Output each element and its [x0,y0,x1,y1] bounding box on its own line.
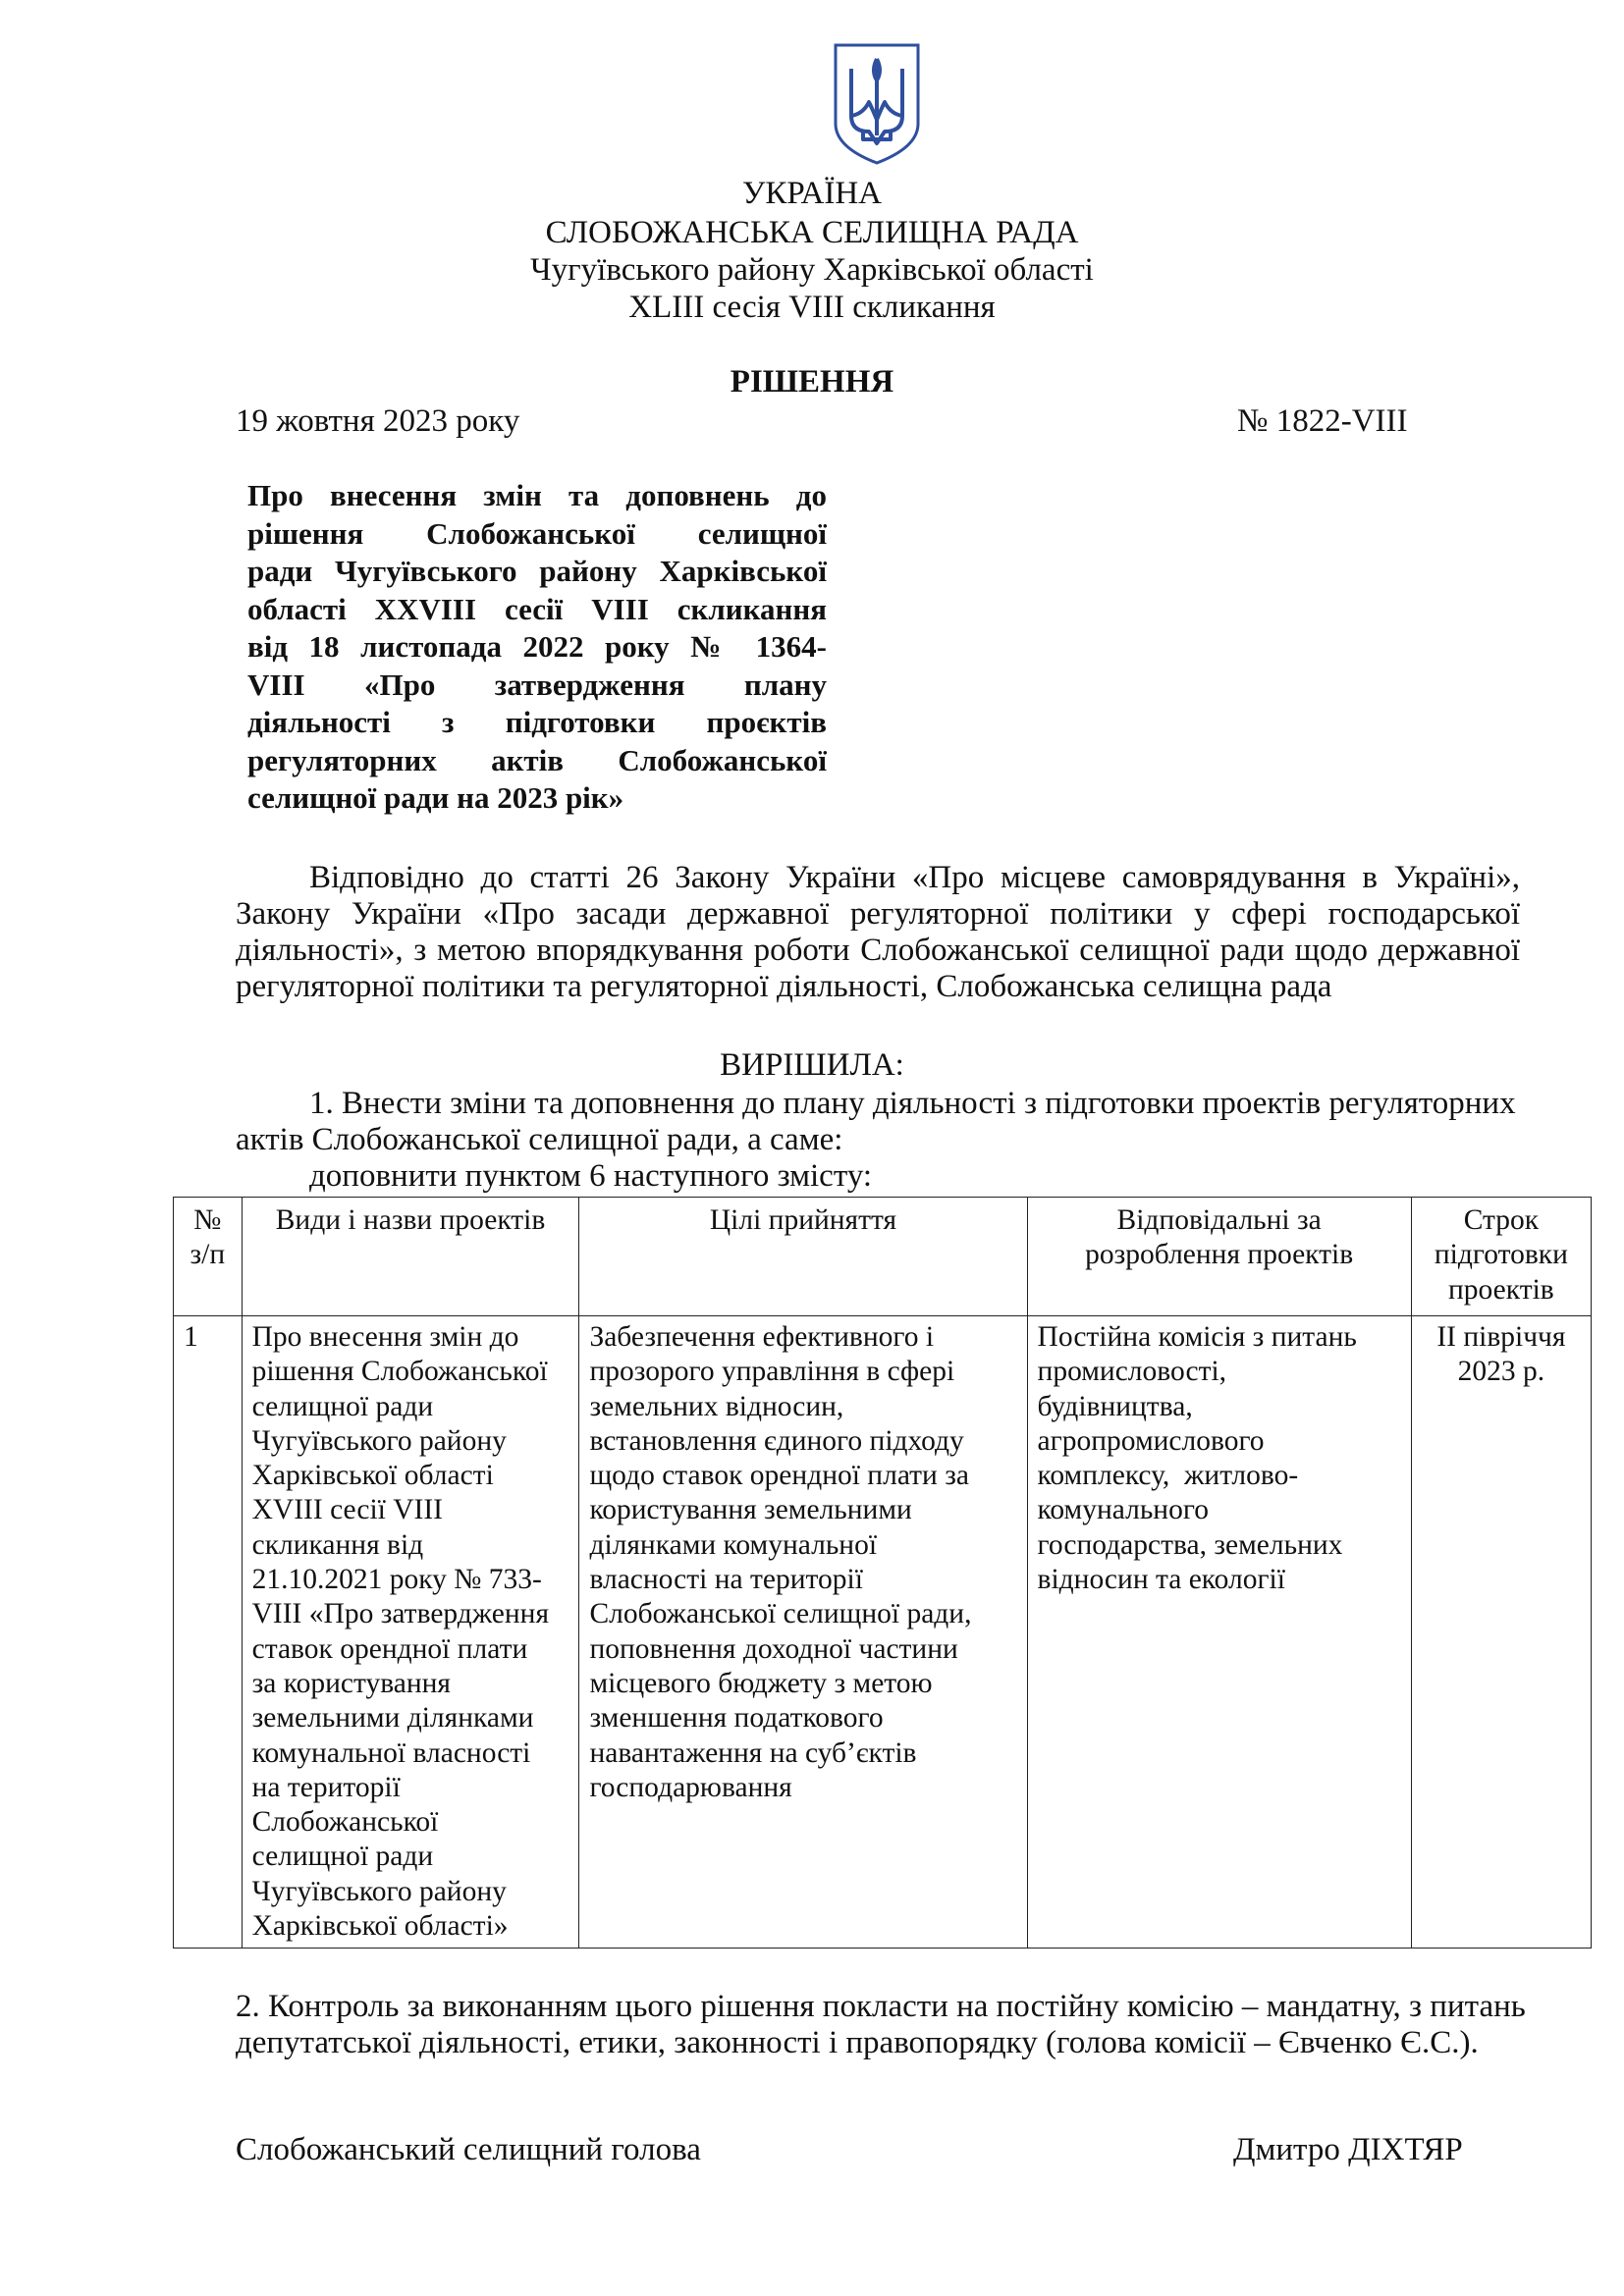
signature-name: Дмитро ДІХТЯР [1233,2132,1463,2167]
title-line: Про внесення змін та доповнень до [247,478,827,512]
row-responsible: Постійна комісія з питань промисловості, будівництва, агропромислового комплексу, житлово- комунального господарства, земельних відносин та екології [1027,1316,1411,1949]
item-1-line: доповнити пунктом 6 наступного змісту: [309,1158,873,1194]
row-goals: Забезпечення ефективного і прозорого управління в сфері земельних відносин, встановлення єдиного підходу щодо ставок орендної плати за користування земельними ділянками комунальної власності на території Слобожанської селищної ради, поповнення доходної частини місцевого бюджету з метою зменшення податкового навантаження на суб’єктів господарювання [579,1316,1027,1949]
title-line: області XXVIII сесії VIII скликання [247,591,827,626]
title-line: регуляторних актів Слобожанської [247,742,827,777]
title-line: селищної ради на 2023 рік» [247,780,624,815]
row-number: 1 [174,1316,243,1949]
header-cell-term: Строк підготовки проектів [1411,1198,1591,1316]
header-session: XLIII сесія VIII скликання [628,290,996,325]
item-2 [236,1989,1532,2061]
preamble-line: Закону України «Про засади державної регуляторної політики у сфері господарської [236,896,1520,932]
title-line: від 18 листопада 2022 року № 1364- [247,629,827,664]
decided-heading: ВИРІШИЛА: [720,1047,904,1083]
document-number: № 1822-VIII [1237,403,1408,439]
row-term: II півріччя 2023 р. [1411,1316,1591,1949]
preamble-line: діяльності», з метою впорядкування роботи Слобожанської селищної ради щодо державної [236,933,1520,968]
title-line: діяльності з підготовки проєктів [247,705,827,739]
header-cell-responsible: Відповідальні за розроблення проектів [1027,1198,1411,1316]
preamble-line: регуляторної політики та регуляторної діяльності, Слобожанська селищна рада [236,969,1332,1004]
signature-position: Слобожанський селищний голова [236,2132,701,2167]
item-1-line: 1. Внести зміни та доповнення до плану діяльності з підготовки проектів регуляторних [309,1086,1516,1121]
document-title [247,477,827,818]
title-line: VIII «Про затвердження плану [247,667,827,702]
table-row [174,1316,1592,1949]
preamble [236,860,1520,1005]
title-line: ради Чугуївського району Харківської [247,554,827,588]
item-2-line: 2. Контроль за виконанням цього рішення покласти на постійну комісію – мандатну, з питань [236,1989,1526,2024]
trident-emblem-icon [830,41,924,167]
item-1 [236,1086,1532,1195]
table-header-row [174,1198,1592,1316]
item-2-line: депутатської діяльності, етики, законності і правопорядку (голова комісії – Євченко Є.С.). [236,2025,1479,2060]
document-type: РІШЕННЯ [730,364,894,400]
header-council: СЛОБОЖАНСЬКА СЕЛИЩНА РАДА [545,215,1079,250]
header-cell-goals: Цілі прийняття [579,1198,1027,1316]
item-1-line: актів Слобожанської селищної ради, а саме: [236,1122,843,1157]
header-district: Чугуївського району Харківської області [530,252,1094,288]
plan-table [173,1197,1592,1949]
row-name: Про внесення змін до рішення Слобожанської селищної ради Чугуївського району Харківської області XVIII сесії VIII скликання від 21.10.2021 року № 733- VIII «Про затвердження ставок орендної плати за користування земельними ділянками комунальної власності на території Слобожанської селищної ради Чугуївського району Харківської області» [242,1316,579,1949]
document-date: 19 жовтня 2023 року [236,403,520,439]
header-country: УКРАЇНА [742,176,882,211]
header-cell-names: Види і назви проектів [242,1198,579,1316]
header-cell-number: № з/п [174,1198,243,1316]
title-line: рішення Слобожанської селищної [247,515,827,551]
preamble-line: Відповідно до статті 26 Закону України «Про місцеве самоврядування в Україні», [309,860,1520,895]
